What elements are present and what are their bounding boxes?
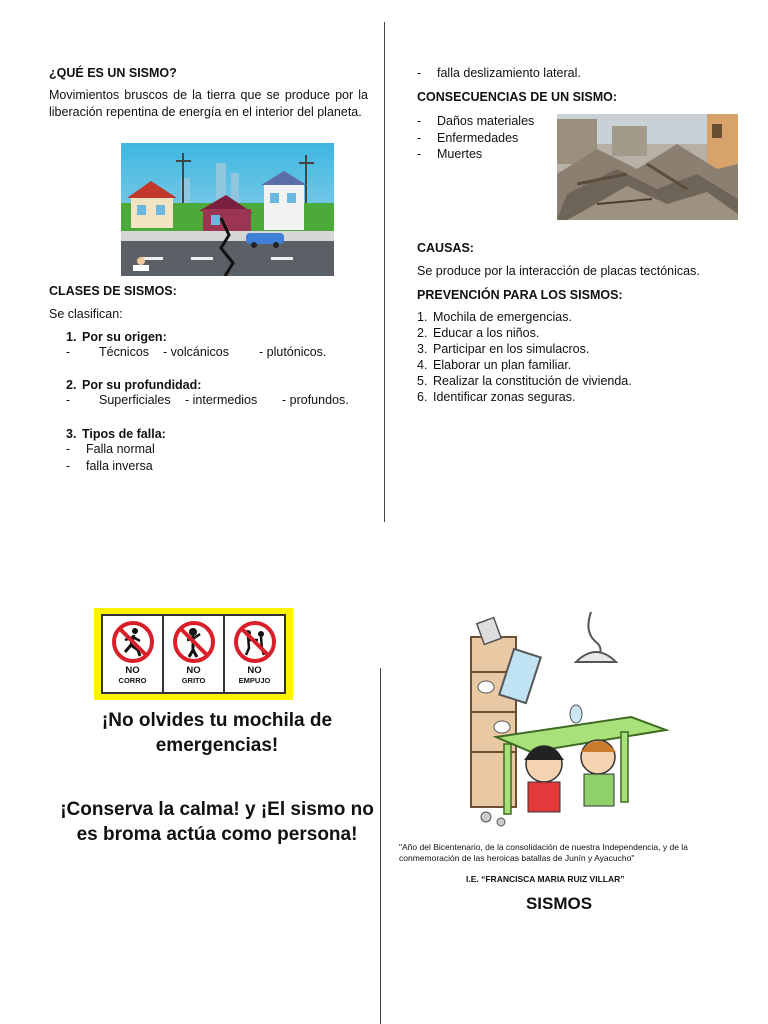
origen-item: - volcánicos <box>163 345 229 359</box>
sign-no-empujo: NO EMPUJO <box>225 616 284 692</box>
clases-title: CLASES DE SISMOS: <box>49 284 177 298</box>
prevencion-list <box>417 309 632 405</box>
consecuencia-item: - Muertes <box>417 146 534 163</box>
prevencion-item: 5. Realizar la constitución de vivienda. <box>417 374 632 388</box>
profundidad-heading: 2. Por su profundidad: <box>66 378 202 392</box>
sign-no-grito: NO GRITO <box>164 616 225 692</box>
kids-under-table-illustration <box>466 612 670 830</box>
falla-item-extra: - falla deslizamiento lateral. <box>417 65 581 82</box>
prevencion-item: 2. Educar a los niños. <box>417 326 540 340</box>
prevencion-item: 4. Elaborar un plan familiar. <box>417 358 572 372</box>
no-pushing-icon <box>233 620 277 664</box>
consecuencia-item: - Enfermedades <box>417 130 534 147</box>
falla-item: - Falla normal <box>66 441 366 458</box>
year-motto: "Año del Bicentenario, de la consolidación de nuestra Independencia, y de la conmemoración de las heroicas batallas de Junín y Ayacucho" <box>399 842 688 863</box>
no-shouting-icon <box>172 620 216 664</box>
fold-line-top <box>384 22 385 522</box>
falla-heading: 3. Tipos de falla: <box>66 427 166 441</box>
brochure-title: SISMOS <box>525 894 593 913</box>
origen-item: - plutónicos. <box>259 345 327 359</box>
no-running-icon <box>111 620 155 664</box>
falla-item: - falla inversa <box>66 458 366 475</box>
fold-line-bottom <box>380 668 381 1024</box>
profundidad-item: - profundos. <box>282 393 349 407</box>
origen-items: - Técnicos - volcánicos - plutónicos. <box>66 345 327 359</box>
consecuencias-title: CONSECUENCIAS DE UN SISMO: <box>417 90 618 104</box>
safety-sign <box>94 608 293 700</box>
causas-title: CAUSAS: <box>417 241 474 255</box>
mochila-message: ¡No olvides tu mochila de emergencias! <box>101 710 333 756</box>
profundidad-item: - intermedios <box>185 393 258 407</box>
consecuencias-list <box>417 113 534 163</box>
earthquake-street-illustration <box>121 143 334 276</box>
que-es-title: ¿QUÉ ES UN SISMO? <box>49 66 177 80</box>
prevencion-title: PREVENCIÓN PARA LOS SISMOS: <box>417 288 623 302</box>
clases-intro: Se clasifican: <box>49 307 123 321</box>
origen-heading: 1. Por su origen: <box>66 330 167 344</box>
falla-section <box>66 427 366 474</box>
prevencion-item: 3. Participar en los simulacros. <box>417 342 590 356</box>
earthquake-rubble-photo <box>557 114 738 220</box>
que-es-text: Movimientos bruscos de la tierra que se produce por la liberación repentina de energía en el interior del planeta. <box>49 88 368 119</box>
profundidad-item: Superficiales <box>99 393 171 407</box>
school-name: I.E. “FRANCISCA MARIA RUIZ VILLAR” <box>466 874 625 884</box>
prevencion-item: 6. Identificar zonas seguras. <box>417 390 576 404</box>
calma-message: ¡Conserva la calma! y ¡El sismo no es broma actúa como persona! <box>60 799 374 845</box>
sign-no-corro: NO CORRO <box>103 616 164 692</box>
consecuencia-item: - Daños materiales <box>417 113 534 130</box>
profundidad-section <box>66 378 366 409</box>
prevencion-item: 1. Mochila de emergencias. <box>417 310 572 324</box>
causas-text: Se produce por la interacción de placas tectónicas. <box>417 264 700 278</box>
origen-section <box>66 330 366 361</box>
profundidad-items: - Superficiales - intermedios - profundos. <box>66 393 349 407</box>
origen-item: Técnicos <box>99 345 150 359</box>
